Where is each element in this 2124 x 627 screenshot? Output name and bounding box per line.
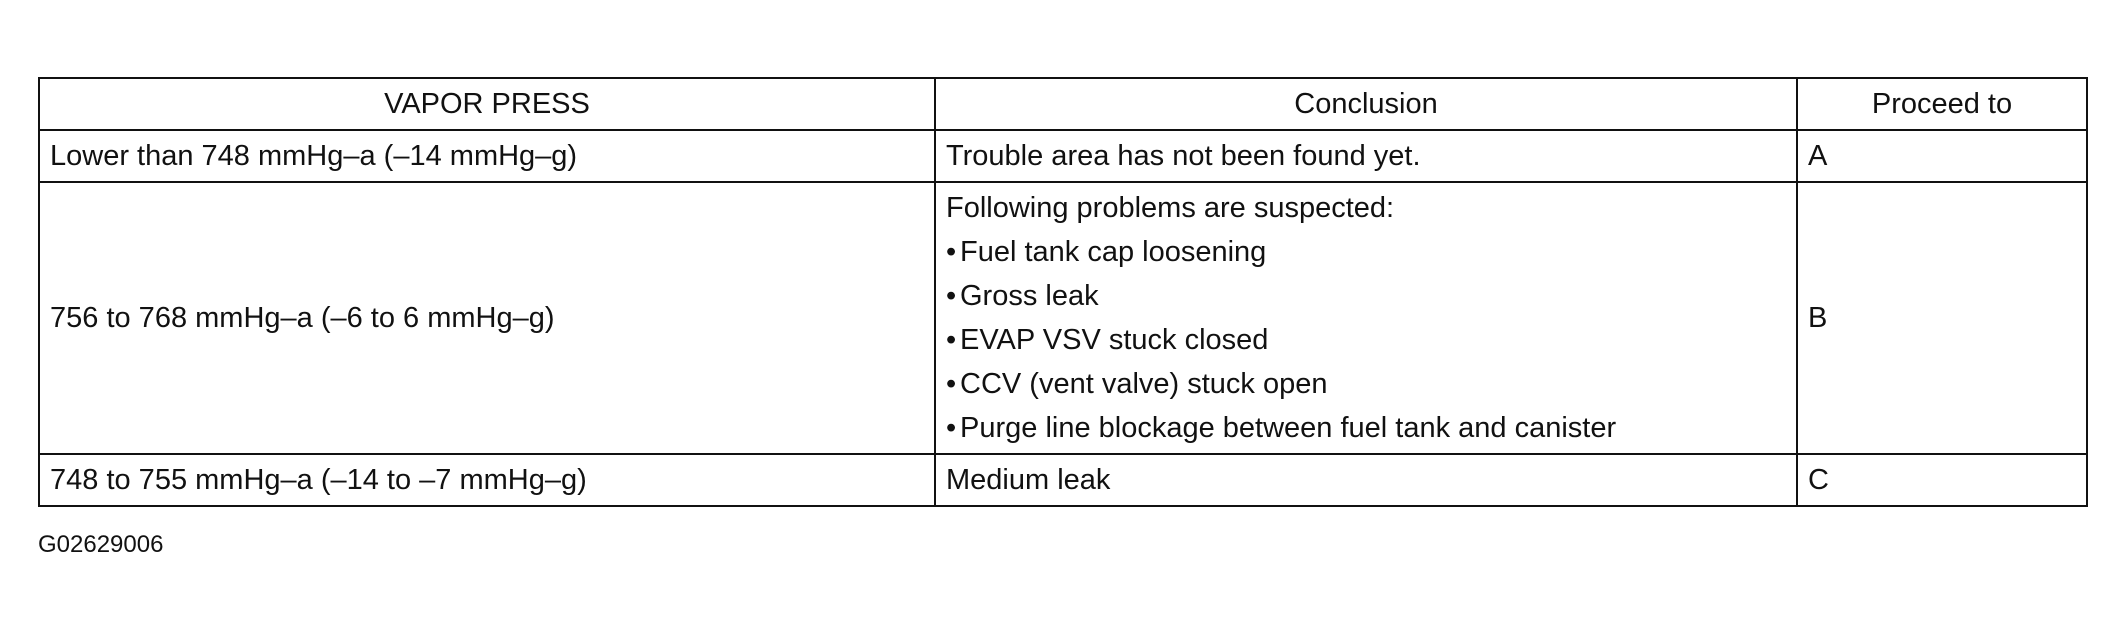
header-conclusion: Conclusion [935, 78, 1797, 130]
table-row [39, 130, 2087, 182]
conclusion-cell: Medium leak [935, 454, 1797, 506]
suspected-problem-item [946, 406, 1786, 450]
header-proceed-to: Proceed to [1797, 78, 2087, 130]
suspected-problem-text: EVAP VSV stuck closed [960, 324, 1269, 356]
bullet-icon: • [946, 368, 957, 400]
suspected-problem-text: Purge line blockage between fuel tank and canister [960, 412, 1617, 444]
conclusion-cell [935, 182, 1797, 454]
bullet-icon: • [946, 280, 957, 312]
bullet-icon: • [946, 412, 957, 444]
proceed-to-cell: A [1797, 130, 2087, 182]
vapor-press-cell: 748 to 755 mmHg–a (–14 to –7 mmHg–g) [39, 454, 935, 506]
diagnostic-table [38, 77, 2088, 507]
suspected-problem-text: Fuel tank cap loosening [960, 236, 1267, 268]
suspected-problem-text: CCV (vent valve) stuck open [960, 368, 1328, 400]
vapor-press-cell: Lower than 748 mmHg–a (–14 mmHg–g) [39, 130, 935, 182]
proceed-to-cell: B [1797, 182, 2087, 454]
suspected-problem-item [946, 362, 1786, 406]
figure-code: G02629006 [38, 531, 164, 558]
table-header-row [39, 78, 2087, 130]
conclusion-intro: Following problems are suspected: [946, 192, 1395, 224]
bullet-icon: • [946, 324, 957, 356]
conclusion-cell: Trouble area has not been found yet. [935, 130, 1797, 182]
suspected-problem-item [946, 274, 1786, 318]
table-row [39, 454, 2087, 506]
suspected-problem-item [946, 230, 1786, 274]
proceed-to-cell: C [1797, 454, 2087, 506]
suspected-problem-item [946, 318, 1786, 362]
vapor-press-cell: 756 to 768 mmHg–a (–6 to 6 mmHg–g) [39, 182, 935, 454]
header-vapor-press: VAPOR PRESS [39, 78, 935, 130]
suspected-problem-text: Gross leak [960, 280, 1099, 312]
table-row [39, 182, 2087, 454]
bullet-icon: • [946, 236, 957, 268]
